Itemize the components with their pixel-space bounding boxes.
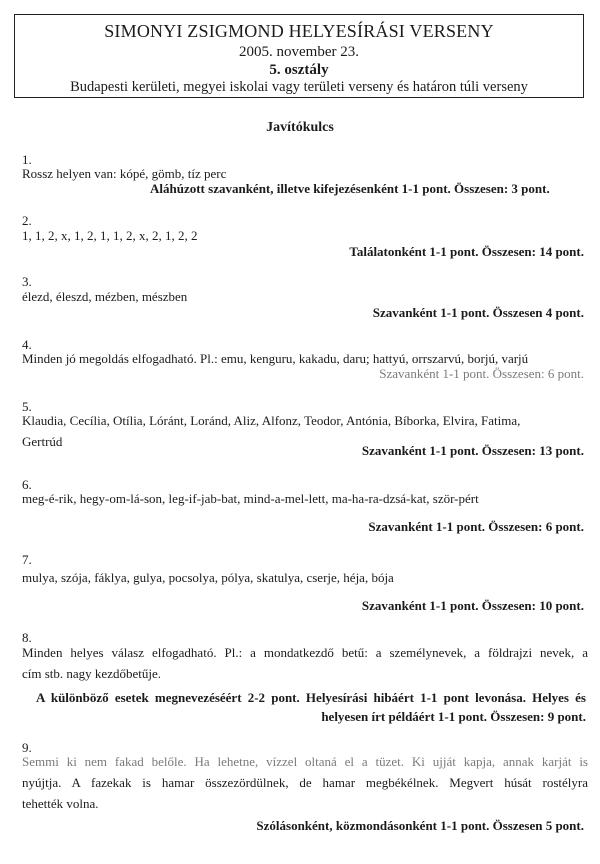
item-score-line: helyesen írt példáért 1-1 pont. Összesen: 9 pont. (321, 709, 586, 724)
item-answer: élezd, éleszd, mézben, mészben (22, 289, 188, 304)
item-number: 8. (22, 630, 32, 645)
item-score: Találatonként 1-1 pont. Összesen: 14 pont. (349, 244, 584, 259)
header-box (14, 14, 584, 98)
item-answer: Minden jó megoldás elfogadható. Pl.: emu, kenguru, kakadu, daru; hattyú, orrszarvú, borjú, varjú (22, 351, 529, 366)
item-number: 7. (22, 552, 32, 567)
item-answer: mulya, szója, fáklya, gulya, pocsolya, pólya, skatulya, cserje, héja, bója (22, 570, 394, 585)
competition-title: SIMONYI ZSIGMOND HELYESÍRÁSI VERSENY (104, 21, 494, 41)
item-answer-line: nyújtja. A fazekak is hamar összezördülnek, de hamar megbékélnek. Megvert húsát rostélyra (22, 775, 588, 790)
answer-key-title: Javítókulcs (266, 120, 334, 135)
item-answer (22, 642, 588, 684)
item-score: Szavanként 1-1 pont. Összesen: 6 pont. (379, 366, 584, 381)
item-answer (22, 751, 588, 814)
item-answer-line: Gertrúd (22, 434, 63, 449)
item-answer-line: Klaudia, Cecília, Otília, Lóránt, Loránd, Aliz, Alfonz, Teodor, Antónia, Bíborka, Elvira, Fatima, (22, 413, 521, 428)
item-number: 5. (22, 399, 32, 414)
item-number: 6. (22, 477, 32, 492)
item-score: Szavanként 1-1 pont. Összesen: 10 pont. (361, 598, 584, 613)
item-number: 4. (22, 337, 32, 352)
item-score: Aláhúzott szavanként, illetve kifejezésenként 1-1 pont. Összesen: 3 pont. (150, 181, 550, 196)
item-score (36, 688, 586, 726)
competition-date: 2005. november 23. (239, 44, 359, 60)
item-answer: Rossz helyen van: kópé, gömb, tíz perc (22, 166, 227, 181)
item-number: 1. (22, 152, 32, 167)
item-answer: meg-é-rik, hegy-om-lá-son, leg-if-jab-bat, mind-a-mel-lett, ma-ha-ra-dzsá-kat, ször-pért (22, 491, 479, 506)
item-score: Szavanként 1-1 pont. Összesen: 13 pont. (361, 443, 584, 458)
item-answer: 1, 1, 2, x, 1, 2, 1, 1, 2, x, 2, 1, 2, 2 (22, 228, 198, 243)
item-number: 3. (22, 274, 32, 289)
item-number: 2. (22, 213, 32, 228)
competition-subtitle: Budapesti kerületi, megyei iskolai vagy területi verseny és határon túli verseny (70, 79, 528, 95)
item-score-line: A különböző esetek megnevezéséért 2-2 pont. Helyesírási hibáért 1-1 pont levonása. Helyes és (36, 690, 586, 705)
item-score: Szólásonként, közmondásonként 1-1 pont. Összesen 5 pont. (256, 818, 584, 833)
item-score: Szavanként 1-1 pont. Összesen: 6 pont. (368, 519, 584, 534)
item-answer-line: Semmi ki nem fakad belőle. Ha lehetne, vízzel oltaná el a tüzet. Ki ujját kapja, annak karját is (22, 754, 588, 769)
item-score: Szavanként 1-1 pont. Összesen 4 pont. (372, 305, 584, 320)
item-answer-line: tehették volna. (22, 796, 99, 811)
item-number: 9. (22, 740, 32, 755)
grade-label: 5. osztály (269, 62, 329, 78)
item-answer-line: cím stb. nagy kezdőbetűje. (22, 666, 161, 681)
item-answer-line: Minden helyes válasz elfogadható. Pl.: a mondatkezdő betű: a személynevek, a földrajzi nevek, a (22, 645, 588, 660)
